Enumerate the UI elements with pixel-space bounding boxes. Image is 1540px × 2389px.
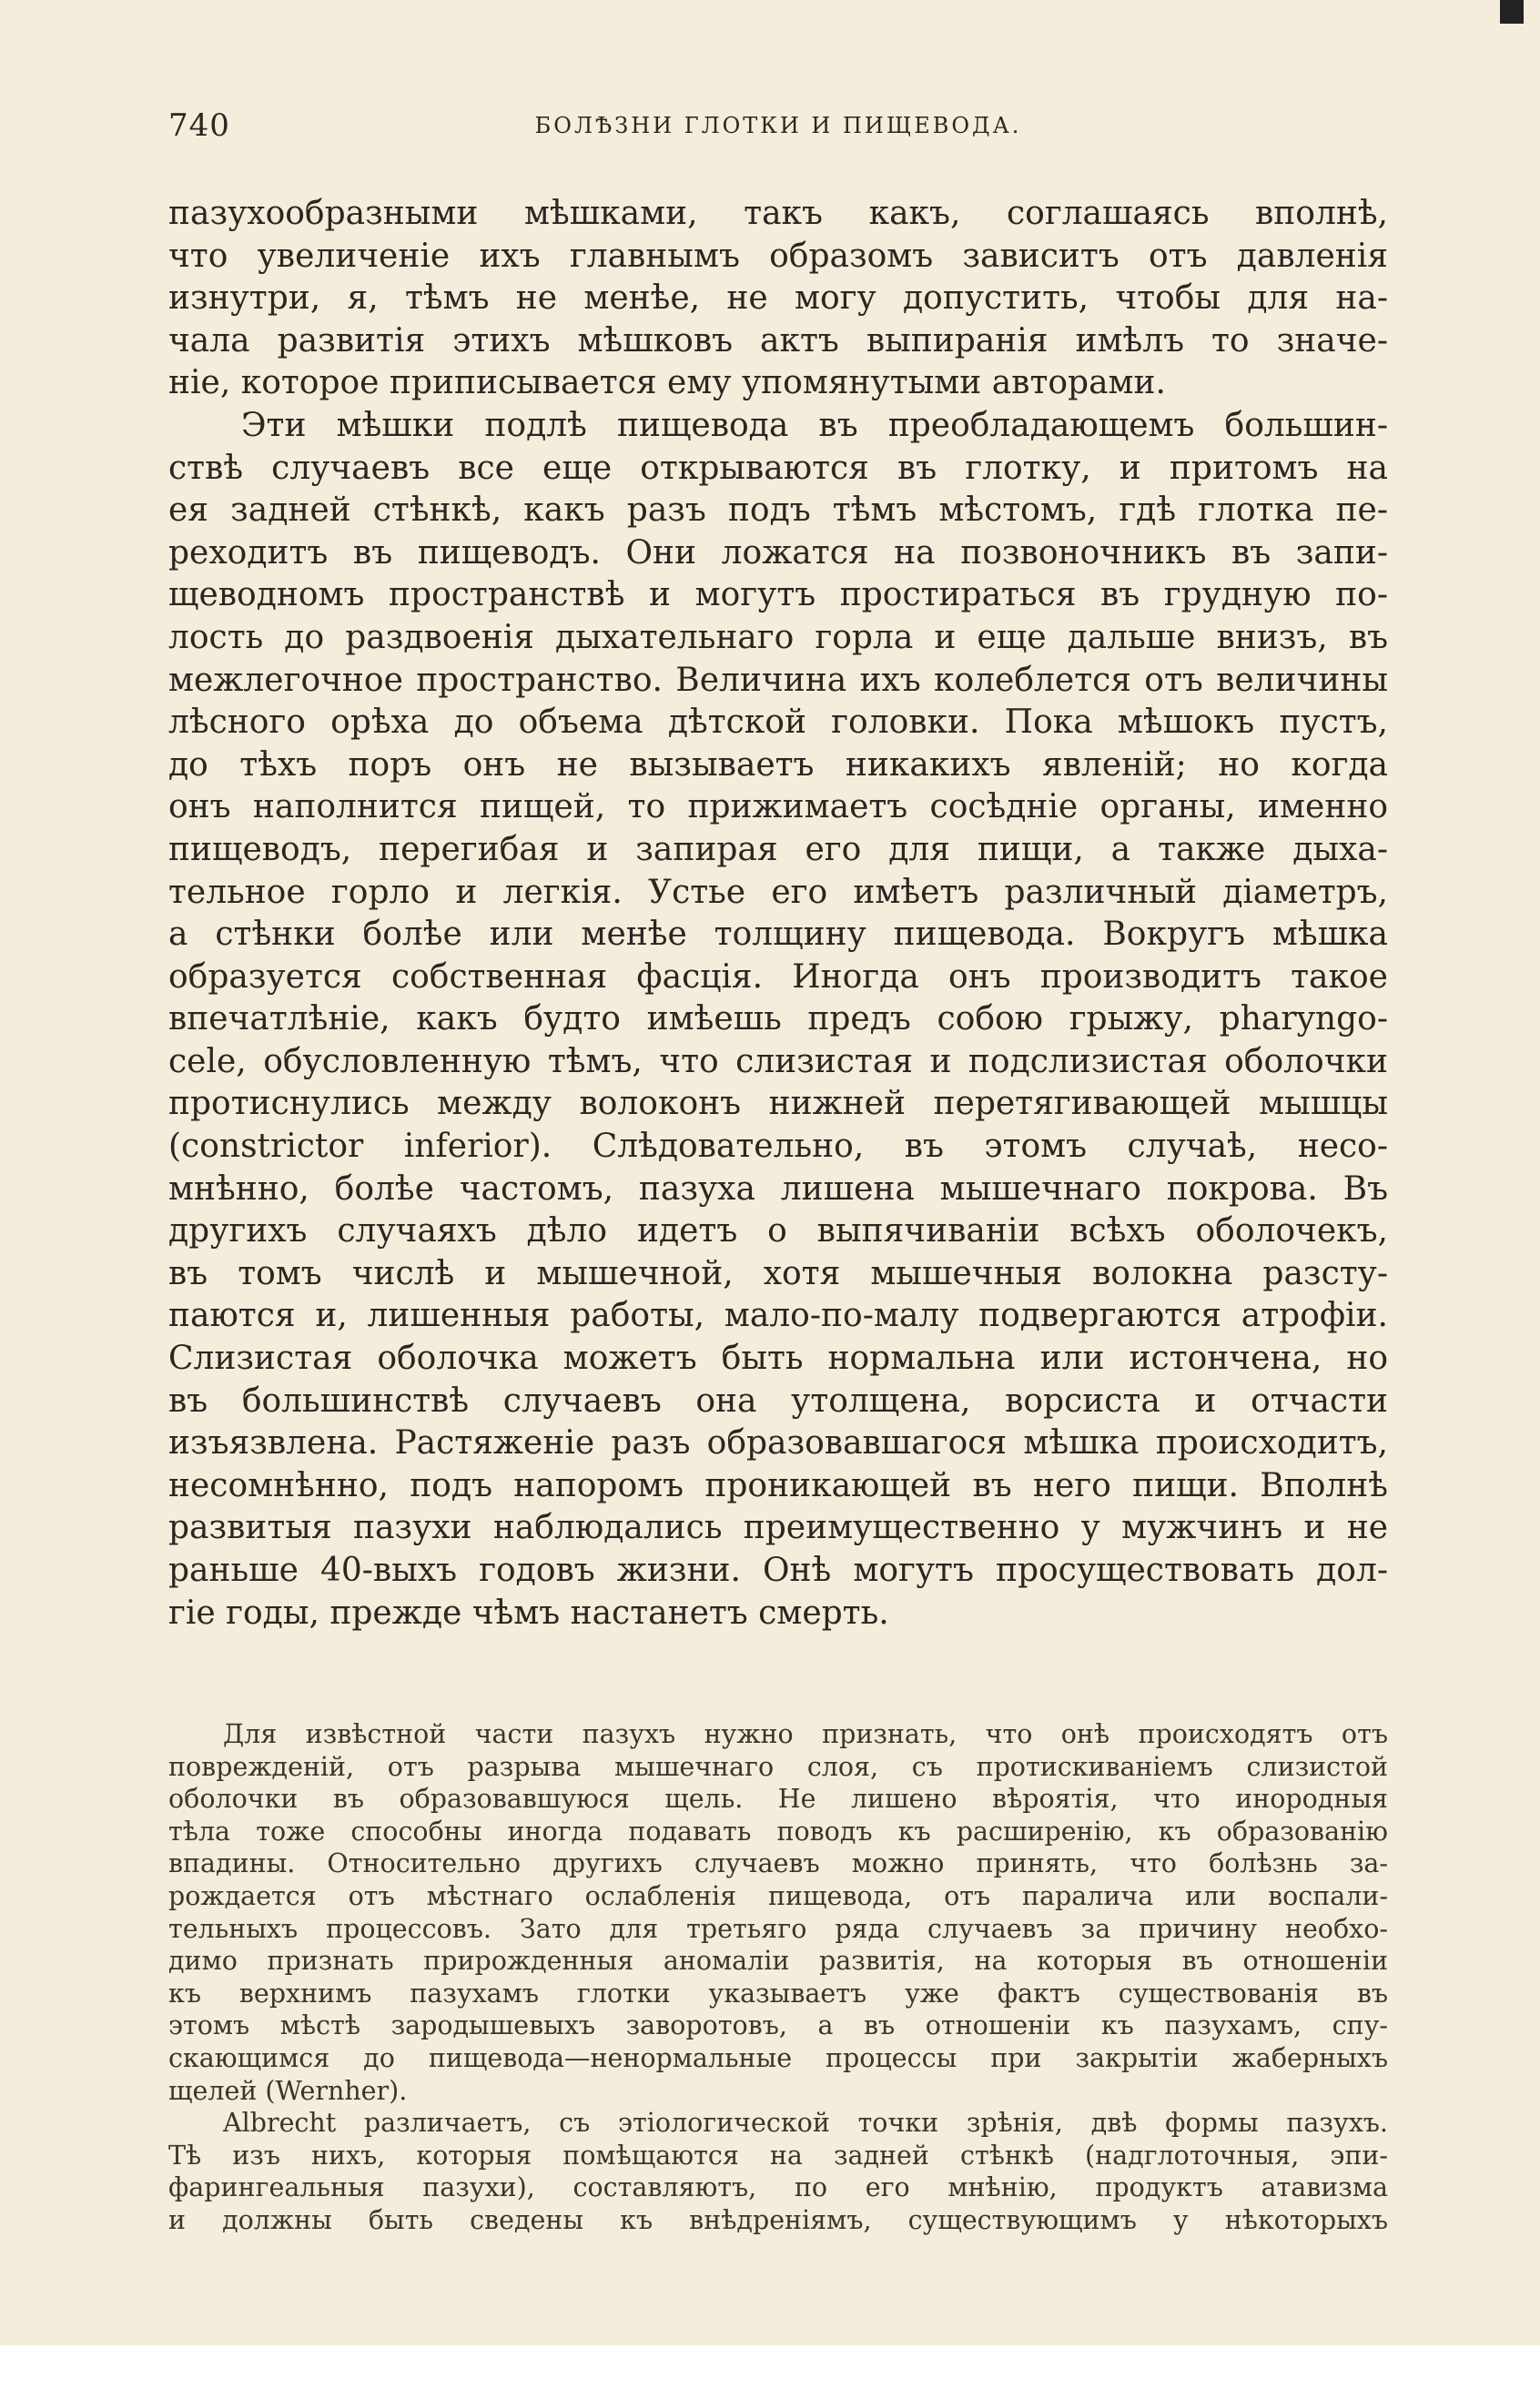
text-line: до тѣхъ поръ онъ не вызываетъ никакихъ явленій; но когда	[168, 745, 1388, 784]
small-text-line: поврежденій, отъ разрыва мышечнаго слоя, съ протискиваніемъ слизистой	[168, 1751, 1388, 1782]
text-line: мнѣнно, болѣе частомъ, пазуха лишена мышечнаго покрова. Въ	[168, 1169, 1388, 1208]
small-text-line: фарингеальныя пазухи), составляютъ, по его мнѣнію, продуктъ атавизма	[168, 2172, 1388, 2203]
text-line: въ большинствѣ случаевъ она утолщена, ворсиста и отчасти	[168, 1382, 1388, 1420]
small-text-line: оболочки въ образовавшуюся щель. Не лишено вѣроятія, что инородныя	[168, 1784, 1388, 1815]
text-line: пищеводъ, перегибая и запирая его для пищи, а также дыха-	[168, 830, 1388, 868]
text-line: лѣсного орѣха до объема дѣтской головки. Пока мѣшокъ пустъ,	[168, 704, 1388, 742]
page-header	[168, 107, 1388, 153]
text-line: развитыя пазухи наблюдались преимущественно у мужчинъ и не	[168, 1509, 1388, 1547]
text-line: онъ наполнится пищей, то прижимаетъ сосѣдніе органы, именно	[168, 788, 1388, 826]
text-line: тельное горло и легкія. Устье его имѣетъ различный діаметръ,	[168, 873, 1388, 911]
text-line: cele, обусловленную тѣмъ, что слизистая и подслизистая оболочки	[168, 1042, 1388, 1080]
small-text-line: и должны быть сведены къ внѣдреніямъ, существующимъ у нѣкоторыхъ	[168, 2204, 1388, 2235]
small-print-text	[168, 1718, 1388, 2237]
text-line: впечатлѣніе, какъ будто имѣешь предъ собою грыжу, pharyngo-	[168, 1000, 1388, 1038]
text-line: ствѣ случаевъ все еще открываются въ глотку, и притомъ на	[168, 449, 1388, 487]
text-line: межлегочное пространство. Величина ихъ колеблется отъ величины	[168, 661, 1388, 699]
text-line: изнутри, я, тѣмъ не менѣе, не могу допустить, чтобы для на-	[168, 279, 1388, 318]
small-text-line: тѣла тоже способны иногда подавать поводъ къ расширенію, къ образованію	[168, 1816, 1388, 1847]
small-text-line: димо признать прирожденныя аномаліи развитія, на которыя въ отношеніи	[168, 1946, 1388, 1977]
small-text-line: тельныхъ процессовъ. Зато для третьяго ряда случаевъ за причину необхо-	[168, 1913, 1388, 1944]
text-line: гіе годы, прежде чѣмъ настанетъ смерть.	[168, 1594, 889, 1632]
text-line: другихъ случаяхъ дѣло идетъ о выпячиваніи всѣхъ оболочекъ,	[168, 1212, 1388, 1250]
text-line: ніе, которое приписывается ему упомянутыми авторами.	[168, 364, 1166, 402]
small-text-line: впадины. Относительно другихъ случаевъ можно принять, что болѣзнь за-	[168, 1848, 1388, 1879]
text-line: ея задней стѣнкѣ, какъ разъ подъ тѣмъ мѣстомъ, гдѣ глотка пе-	[168, 491, 1388, 530]
text-line: щеводномъ пространствѣ и могутъ простираться въ грудную по-	[168, 576, 1388, 614]
small-text-line: скающимся до пищевода—ненормальные процессы при закрытіи жаберныхъ	[168, 2042, 1388, 2073]
scan-corner-mark	[1500, 0, 1524, 24]
text-line: (constrictor inferior). Слѣдовательно, въ этомъ случаѣ, несо-	[168, 1128, 1388, 1166]
running-title: БОЛѢЗНИ ГЛОТКИ И ПИЩЕВОДА.	[534, 113, 1022, 138]
scan-bottom-margin	[0, 2345, 1540, 2389]
text-line: несомнѣнно, подъ напоромъ проникающей въ него пищи. Вполнѣ	[168, 1466, 1388, 1504]
text-line: реходитъ въ пищеводъ. Они ложатся на позвоночникъ въ запи-	[168, 533, 1388, 572]
small-text-line: этомъ мѣстѣ зародышевыхъ заворотовъ, а въ отношеніи къ пазухамъ, спу-	[168, 2010, 1388, 2041]
text-line: Эти мѣшки подлѣ пищевода въ преобладающемъ большин-	[241, 406, 1388, 444]
text-line: пазухообразными мѣшками, такъ какъ, соглашаясь вполнѣ,	[168, 195, 1388, 232]
small-text-line: щелей (Wernher).	[168, 2075, 408, 2106]
small-text-line: рождается отъ мѣстнаго ослабленія пищевода, отъ паралича или воспали-	[168, 1880, 1388, 1911]
text-line: чала развитія этихъ мѣшковъ актъ выпиранія имѣлъ то значе-	[168, 321, 1388, 359]
text-line: въ томъ числѣ и мышечной, хотя мышечныя волокна разсту-	[168, 1254, 1388, 1292]
text-line: лость до раздвоенія дыхательнаго горла и еще дальше внизъ, въ	[168, 618, 1388, 656]
small-text-line: Тѣ изъ нихъ, которыя помѣщаются на задней стѣнкѣ (надглоточныя, эпи-	[168, 2140, 1388, 2171]
main-body-text	[168, 193, 1388, 1635]
text-line: изъязвлена. Растяженіе разъ образовавшагося мѣшка происходитъ,	[168, 1424, 1388, 1463]
text-line: что увеличеніе ихъ главнымъ образомъ зависитъ отъ давленія	[168, 237, 1388, 275]
text-line: раньше 40-выхъ годовъ жизни. Онѣ могутъ просуществовать дол-	[168, 1552, 1388, 1589]
small-text-line: Для извѣстной части пазухъ нужно признать, что онѣ происходятъ отъ	[223, 1719, 1388, 1749]
text-line: образуется собственная фасція. Иногда онъ производитъ такое	[168, 957, 1388, 996]
text-line: протиснулись между волоконъ нижней перетягивающей мышцы	[168, 1085, 1388, 1123]
text-line: паются и, лишенныя работы, мало-по-малу подвергаются атрофіи.	[168, 1297, 1388, 1335]
text-line: а стѣнки болѣе или менѣе толщину пищевода. Вокругъ мѣшка	[168, 916, 1388, 954]
small-text-line: Albrecht различаетъ, съ этіологической точки зрѣнія, двѣ формы пазухъ.	[223, 2108, 1388, 2139]
small-text-line: къ верхнимъ пазухамъ глотки указываетъ уже фактъ существованія въ	[168, 1978, 1388, 2009]
page-number: 740	[168, 107, 230, 144]
text-line: Слизистая оболочка можетъ быть нормальна или истончена, но	[168, 1340, 1388, 1378]
